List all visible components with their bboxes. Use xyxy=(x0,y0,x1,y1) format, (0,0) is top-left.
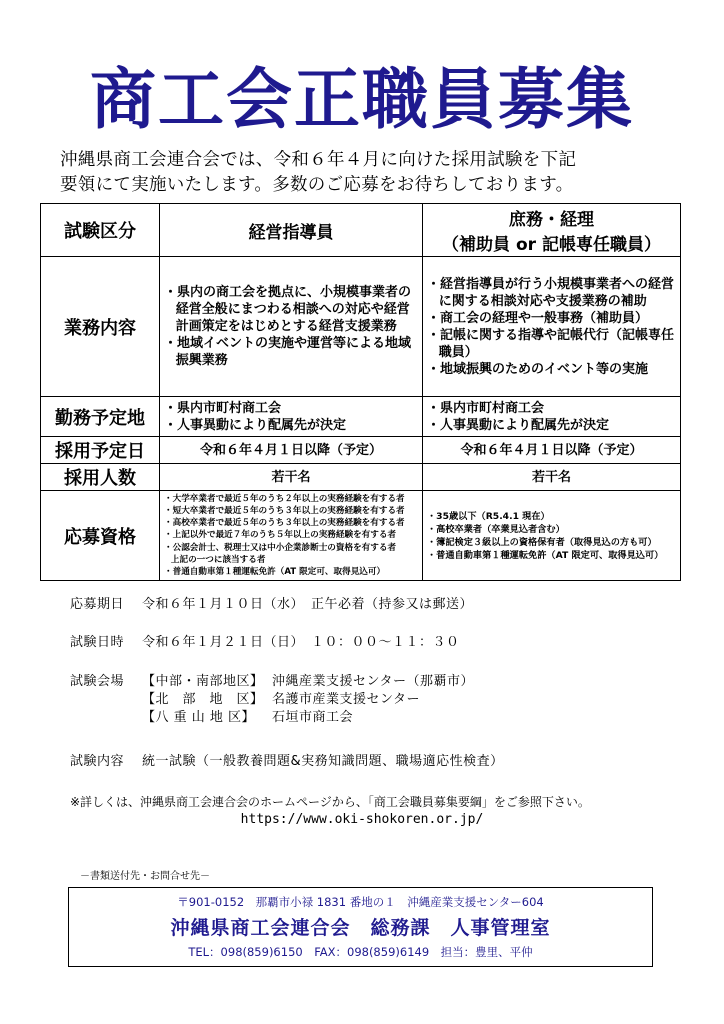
list-item: ・県内市町村商工会 xyxy=(427,400,545,416)
list-item: ・地域振興のためのイベント等の実施 xyxy=(427,361,649,377)
venue-place: 石垣市商工会 xyxy=(272,710,354,725)
row-label-qualifications: 応募資格 xyxy=(41,491,160,581)
row-label-hire-date: 採用予定日 xyxy=(41,437,160,464)
venue-area: 【北 部 地 区】 xyxy=(142,692,264,707)
header-general-affairs-line2: （補助員 or 記帳専任職員） xyxy=(442,235,661,255)
recruitment-table xyxy=(40,203,681,581)
list-item: ・商工会の経理や一般事務（補助員） xyxy=(427,310,649,326)
list-item: ・公認会計士、税理士又は中小企業診断士の資格を有する者 xyxy=(164,542,397,553)
location-advisor xyxy=(160,397,423,437)
exam-datetime-label: 試験日時 xyxy=(70,635,125,650)
list-item: ・大学卒業者で最近５年のうち２年以上の実務経験を有する者 xyxy=(164,493,405,504)
contact-organization: 沖縄県商工会連合会 総務課 人事管理室 xyxy=(170,917,551,939)
details-note: ※詳しくは、沖縄県商工会連合会のホームページから、「商工会職員募集要綱」をご参照下さい。 xyxy=(70,795,590,809)
venue-area: 【八 重 山 地 区】 xyxy=(142,710,256,725)
list-item: ・普通自動車第１種運転免許（AT 限定可、取得見込可） xyxy=(164,567,386,577)
duties-general xyxy=(423,257,681,397)
header-general-affairs-line1: 庶務・経理 xyxy=(509,210,594,230)
table-row-headcount xyxy=(41,464,681,491)
deadline-value: 令和６年１月１０日（水） 正午必着（持参又は郵送） xyxy=(142,597,474,612)
contact-box xyxy=(68,887,653,967)
duties-advisor xyxy=(160,257,423,397)
header-management-advisor: 経営指導員 xyxy=(160,204,423,257)
table-row-duties xyxy=(41,257,681,397)
venue-row xyxy=(70,673,474,691)
intro-text xyxy=(60,148,700,198)
list-item: ・人事異動により配属先が決定 xyxy=(164,417,347,433)
list-item: ・短大卒業者で最近５年のうち３年以上の実務経験を有する者 xyxy=(164,505,405,516)
headcount-general: 若干名 xyxy=(423,464,681,491)
location-general xyxy=(423,397,681,437)
contact-heading: －書類送付先・お問合せ先－ xyxy=(80,871,210,882)
qualifications-general xyxy=(423,491,681,581)
list-item: ・地域イベントの実施や運営等による地域振興業務 xyxy=(164,336,412,368)
list-item: 上記の一つに該当する者 xyxy=(170,554,266,565)
exam-content-value: 統一試験（一般教養問題&実務知識問題、職場適応性検査） xyxy=(142,754,504,769)
list-item: ・経営指導員が行う小規模事業者への経営に関する相談対応や支援業務の補助 xyxy=(427,276,675,309)
intro-line-1: 沖縄県商工会連合会では、令和６年４月に向けた採用試験を下記 xyxy=(60,150,577,170)
row-label-headcount: 採用人数 xyxy=(41,464,160,491)
list-item: ・高校卒業者（卒業見込者含む） xyxy=(427,523,565,535)
intro-line-2: 要領にて実施いたします。多数のご応募をお待ちしております。 xyxy=(60,175,574,195)
row-label-duties: 業務内容 xyxy=(41,257,160,397)
list-item: ・簿記検定３級以上の資格保有者（取得見込の方も可） xyxy=(427,536,657,548)
headcount-advisor: 若干名 xyxy=(160,464,423,491)
venue-place: 沖縄産業支援センター（那覇市） xyxy=(272,674,474,689)
table-row-qualifications xyxy=(41,491,681,581)
list-item: ・上記以外で最近７年のうち５年以上の実務経験を有する者 xyxy=(164,530,397,541)
contact-address: 〒901-0152 那覇市小禄 1831 番地の１ 沖縄産業支援センター604 xyxy=(177,895,544,909)
header-category: 試験区分 xyxy=(41,204,160,257)
list-item: ・記帳に関する指導や記帳代行（記帳専任職員） xyxy=(427,327,675,360)
venue-row xyxy=(70,691,474,709)
list-item: ・県内市町村商工会 xyxy=(164,400,282,416)
list-item: ・高校卒業者で最近５年のうち３年以上の実務経験を有する者 xyxy=(164,518,405,529)
deadline-label: 応募期日 xyxy=(70,597,125,612)
row-label-location: 勤務予定地 xyxy=(41,397,160,437)
list-item: ・35歳以下（R5.4.1 現在） xyxy=(427,510,550,522)
exam-venue xyxy=(70,673,474,727)
venue-place: 名護市産業支援センター xyxy=(272,692,420,707)
venue-area: 【中部・南部地区】 xyxy=(142,674,264,689)
table-row-hire-date xyxy=(41,437,681,464)
venue-label: 試験会場 xyxy=(70,674,125,689)
hire-date-general: 令和６年４月１日以降（予定） xyxy=(423,437,681,464)
exam-content xyxy=(70,753,504,771)
list-item: ・人事異動により配属先が決定 xyxy=(427,417,610,433)
page-title: 商工会正職員募集 xyxy=(90,61,634,138)
exam-datetime xyxy=(70,634,460,652)
qualifications-advisor xyxy=(160,491,423,581)
hire-date-advisor: 令和６年４月１日以降（予定） xyxy=(160,437,423,464)
contact-phone-fax: TEL：098(859)6150 FAX：098(859)6149 担当：豊里、平仲 xyxy=(188,945,533,959)
website-link[interactable]: https://www.oki-shokoren.or.jp/ xyxy=(240,812,484,827)
venue-row xyxy=(70,709,474,727)
table-row-location xyxy=(41,397,681,437)
exam-datetime-value: 令和６年１月２１日（日） １０：００〜１１：３０ xyxy=(142,635,460,650)
application-deadline xyxy=(70,596,473,614)
list-item: ・県内の商工会を拠点に、小規模事業者の経営全般にまつわる相談への対応や経営計画策定をはじめとする経営支援業務 xyxy=(164,285,412,334)
list-item: ・普通自動車第１種運転免許（AT 限定可、取得見込可） xyxy=(427,549,664,561)
exam-content-label: 試験内容 xyxy=(70,754,125,769)
header-general-affairs xyxy=(423,204,681,257)
table-header-row xyxy=(41,204,681,257)
